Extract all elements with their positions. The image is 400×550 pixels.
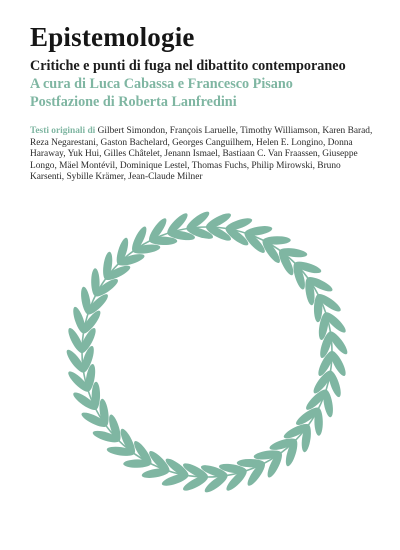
- wreath-leaf: [149, 236, 177, 245]
- laurel-wreath-icon: [62, 207, 352, 497]
- authors-block: [30, 126, 376, 184]
- authors-label: Testi originali di: [30, 126, 96, 136]
- book-title: Epistemologie: [30, 22, 195, 52]
- wreath-leaf: [314, 294, 323, 322]
- book-subtitle: Critiche e punti di fuga nel dibattito contemporaneo: [30, 58, 346, 74]
- authors-list: Gilbert Simondon, François Laruelle, Timothy Williamson, Karen Barad, Reza Negarestani, Gaston Bachelard, Georges Canguilhem, Helen E. Longino, Donna Haraway, Yuk Hui, Gilles Châtelet, Jenann Ismael, Bastiaan C. Van Fraassen, Giuseppe Longo, Mäel Montévil, Dominique Lestel, Thomas Fuchs, Philip Mirowski, Bruno Karsenti, Sybille Krämer, Jean-Claude Milner: [30, 126, 373, 183]
- wreath-leaf: [237, 459, 265, 468]
- afterword-line: Postfazione di Roberta Lanfredini: [30, 94, 237, 110]
- wreath-leaf: [91, 382, 100, 410]
- editors-line: A cura di Luca Cabassa e Francesco Pisano: [30, 76, 293, 92]
